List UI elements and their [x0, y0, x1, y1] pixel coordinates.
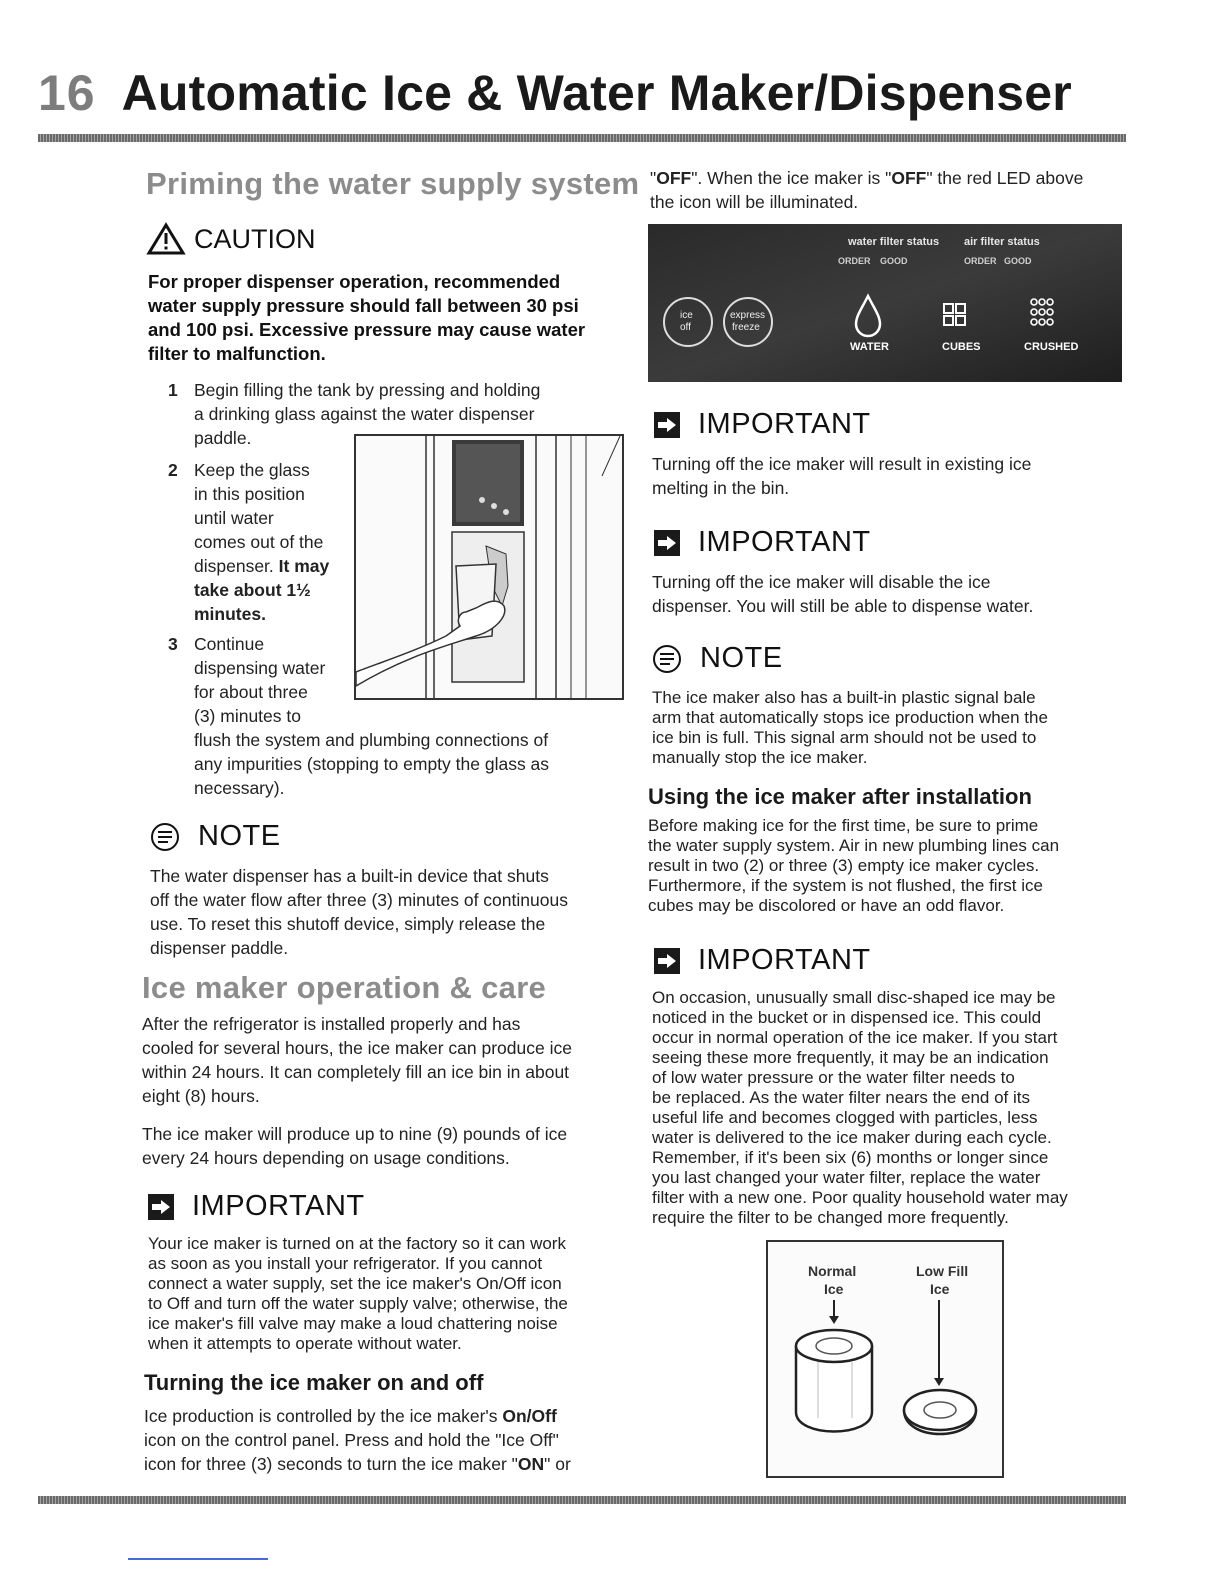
note-label: NOTE	[198, 820, 281, 852]
caution-line: For proper dispenser operation, recommended	[148, 271, 561, 292]
step-number: 2	[168, 460, 178, 480]
note-line: ice bin is full. This signal arm should not be used to	[652, 728, 1037, 747]
turning-text-segment: ". When the ice maker is "	[691, 168, 892, 188]
page-number: 16	[38, 65, 96, 121]
footer-accent-line	[128, 1558, 268, 1560]
important-line: Turning off the ice maker will disable the ice	[652, 572, 991, 592]
priming-note-text	[150, 864, 630, 960]
turning-line	[144, 1452, 634, 1476]
turning-heading: Turning the ice maker on and off	[144, 1370, 484, 1395]
important-2-text	[652, 570, 1132, 618]
water-filter-status-label: water filter status	[848, 236, 940, 248]
caution-triangle-icon	[146, 222, 186, 256]
step-text	[194, 458, 329, 626]
paragraph-line: every 24 hours depending on usage conditions.	[142, 1148, 510, 1168]
turning-line	[144, 1404, 634, 1428]
control-panel-graphic	[648, 224, 1122, 382]
note-line: use. To reset this shutoff device, simply release the	[150, 914, 546, 934]
operation-heading: Ice maker operation & care	[142, 970, 547, 1005]
step-line-bold: take about 1½	[194, 580, 311, 600]
important-line: seeing these more frequently, it may be an indication	[652, 1048, 1049, 1067]
important-label: IMPORTANT	[192, 1190, 365, 1222]
water-label: WATER	[850, 341, 889, 353]
note-icon	[652, 644, 682, 674]
using-line: the water supply system. Air in new plumbing lines can	[648, 836, 1060, 855]
step-number: 1	[168, 380, 178, 400]
caution-line: water supply pressure should fall between 30 psi	[148, 295, 579, 316]
important-line: be replaced. As the water filter nears the end of its	[652, 1088, 1030, 1107]
using-line: Before making ice for the first time, be sure to prime	[648, 816, 1039, 835]
note-line: off the water flow after three (3) minutes of continuous	[150, 890, 568, 910]
note-label: NOTE	[700, 642, 783, 674]
note-line: The ice maker also has a built-in plastic signal bale	[652, 688, 1036, 707]
important-arrow-icon	[654, 412, 680, 438]
page-title: Automatic Ice & Water Maker/Dispenser	[121, 65, 1072, 121]
water-filter-order: ORDER	[838, 256, 871, 266]
step-line: Keep the glass	[194, 460, 310, 480]
paragraph-line: eight (8) hours.	[142, 1086, 260, 1106]
using-heading: Using the ice maker after installation	[648, 784, 1032, 809]
step-line: dispensing water	[194, 658, 326, 678]
step-line: comes out of the	[194, 532, 324, 552]
water-filter-good: GOOD	[880, 256, 908, 266]
operation-paragraph-1	[142, 1012, 632, 1108]
important-line: Turning off the ice maker will result in existing ice	[652, 454, 1032, 474]
express-freeze-label-2: freeze	[732, 322, 760, 333]
step-line-bold: It may	[278, 556, 330, 576]
operation-important-header	[148, 1190, 365, 1223]
note-icon	[150, 822, 180, 852]
step-line: paddle.	[194, 428, 252, 448]
step-line: until water	[194, 508, 274, 528]
note-line: dispenser paddle.	[150, 938, 289, 958]
important-line: Your ice maker is turned on at the factory so it can work	[148, 1234, 566, 1253]
important-line: you last changed your water filter, replace the water	[652, 1168, 1041, 1187]
step-line: Continue	[194, 634, 265, 654]
turning-line	[650, 166, 1130, 190]
caution-label: CAUTION	[194, 223, 316, 254]
important-line: connect a water supply, set the ice maker's On/Off icon	[148, 1274, 562, 1293]
caution-line: filter to malfunction.	[148, 343, 326, 364]
ice-shapes-icon	[768, 1242, 1002, 1476]
using-line: cubes may be discolored or have an odd flavor.	[648, 896, 1005, 915]
cubes-label: CUBES	[942, 341, 981, 353]
crushed-label: CRUSHED	[1024, 341, 1079, 353]
footer-rule	[38, 1496, 1126, 1504]
page-header	[38, 64, 1072, 128]
caution-header	[146, 222, 316, 256]
turning-text-segment: icon for three (3) seconds to turn the ice maker "	[144, 1454, 518, 1474]
turning-text-continued	[650, 166, 1130, 214]
important-line: to Off and turn off the water supply valve; otherwise, the	[148, 1294, 568, 1313]
important-line: water is delivered to the ice maker during each cycle.	[652, 1128, 1052, 1147]
low-fill-ice-label-1: Low Fill	[916, 1263, 969, 1279]
step-line: a drinking glass against the water dispenser	[194, 404, 535, 424]
important-1-header	[654, 408, 871, 441]
priming-note-header	[150, 820, 281, 853]
step-number: 3	[168, 634, 178, 654]
step-line-text: dispenser.	[194, 556, 274, 576]
turning-text	[144, 1404, 634, 1476]
important-line: of low water pressure or the water filter needs to	[652, 1068, 1015, 1087]
step-line	[194, 554, 329, 578]
turning-text-bold: OFF	[656, 168, 692, 188]
important-line: Remember, if it's been six (6) months or longer since	[652, 1148, 1049, 1167]
important-line: ice maker's fill valve may make a loud chattering noise	[148, 1314, 558, 1333]
paragraph-line: After the refrigerator is installed properly and has	[142, 1014, 521, 1034]
note-line: manually stop the ice maker.	[652, 748, 868, 767]
bale-note-text	[652, 688, 1132, 768]
ice-off-label-2: off	[680, 322, 691, 333]
important-line: melting in the bin.	[652, 478, 790, 498]
important-arrow-icon	[654, 530, 680, 556]
glass-at-dispenser-icon	[356, 436, 622, 698]
priming-heading: Priming the water supply system	[146, 166, 640, 201]
dispenser-illustration	[354, 434, 624, 700]
express-freeze-label-1: express	[730, 310, 766, 321]
step-line: in this position	[194, 484, 305, 504]
important-arrow-icon	[148, 1194, 174, 1220]
important-line: when it attempts to operate without water.	[148, 1334, 462, 1353]
step-line: any impurities (stopping to empty the glass as	[194, 754, 550, 774]
turning-text-segment: Ice production is controlled by the ice maker's	[144, 1406, 503, 1426]
step-line: for about three	[194, 682, 308, 702]
caution-text	[148, 270, 628, 366]
turning-line: icon on the control panel. Press and hold the "Ice Off"	[144, 1430, 559, 1450]
important-3-text	[652, 988, 1132, 1228]
step-line: (3) minutes to	[194, 706, 301, 726]
normal-ice-label-2: Ice	[824, 1281, 844, 1297]
air-filter-good: GOOD	[1004, 256, 1032, 266]
operation-important-text	[148, 1234, 638, 1354]
normal-ice-label-1: Normal	[808, 1263, 857, 1279]
note-line: The water dispenser has a built-in device that shuts	[150, 866, 549, 886]
step-2	[160, 458, 329, 626]
control-panel-image	[648, 224, 1122, 382]
using-line: Furthermore, if the system is not flushed, the first ice	[648, 876, 1043, 895]
paragraph-line: within 24 hours. It can completely fill an ice bin in about	[142, 1062, 570, 1082]
ice-comparison-illustration	[766, 1240, 1004, 1478]
turning-text-segment: "	[650, 168, 657, 188]
ice-off-label-1: ice	[680, 310, 693, 321]
important-label: IMPORTANT	[698, 408, 871, 440]
step-line: Begin filling the tank by pressing and holding	[194, 380, 541, 400]
header-rule	[38, 134, 1126, 142]
important-line: require the filter to be changed more frequently.	[652, 1208, 1009, 1227]
air-filter-status-label: air filter status	[964, 236, 1040, 248]
using-line: result in two (2) or three (3) empty ice maker cycles.	[648, 856, 1040, 875]
note-line: arm that automatically stops ice production when the	[652, 708, 1048, 727]
important-label: IMPORTANT	[698, 526, 871, 558]
using-text	[648, 816, 1128, 916]
paragraph-line: The ice maker will produce up to nine (9) pounds of ice	[142, 1124, 568, 1144]
important-label: IMPORTANT	[698, 944, 871, 976]
important-1-text	[652, 452, 1132, 500]
important-line: occur in normal operation of the ice maker. If you start	[652, 1028, 1058, 1047]
important-line: noticed in the bucket or in dispensed ice. This could	[652, 1008, 1042, 1027]
turning-text-bold: On/Off	[502, 1406, 557, 1426]
important-line: filter with a new one. Poor quality household water may	[652, 1188, 1068, 1207]
paragraph-line: cooled for several hours, the ice maker can produce ice	[142, 1038, 572, 1058]
important-line: On occasion, unusually small disc-shaped ice may be	[652, 988, 1056, 1007]
turning-text-bold: ON	[517, 1454, 545, 1474]
step-line: necessary).	[194, 778, 285, 798]
turning-text-bold: OFF	[891, 168, 927, 188]
important-line: useful life and becomes clogged with particles, less	[652, 1108, 1038, 1127]
bale-note-header	[652, 642, 783, 675]
important-3-header	[654, 944, 871, 977]
turning-line: the icon will be illuminated.	[650, 192, 859, 212]
operation-paragraph-2	[142, 1122, 632, 1170]
caution-line: and 100 psi. Excessive pressure may cause water	[148, 319, 586, 340]
air-filter-order: ORDER	[964, 256, 997, 266]
important-arrow-icon	[654, 948, 680, 974]
step-line: flush the system and plumbing connections of	[194, 730, 549, 750]
important-line: dispenser. You will still be able to dispense water.	[652, 596, 1034, 616]
important-2-header	[654, 526, 871, 559]
low-fill-ice-label-2: Ice	[930, 1281, 950, 1297]
turning-text-segment: " or	[544, 1454, 571, 1474]
turning-text-segment: " the red LED above	[926, 168, 1084, 188]
important-line: as soon as you install your refrigerator. If you cannot	[148, 1254, 543, 1273]
step-line-bold: minutes.	[194, 604, 266, 624]
